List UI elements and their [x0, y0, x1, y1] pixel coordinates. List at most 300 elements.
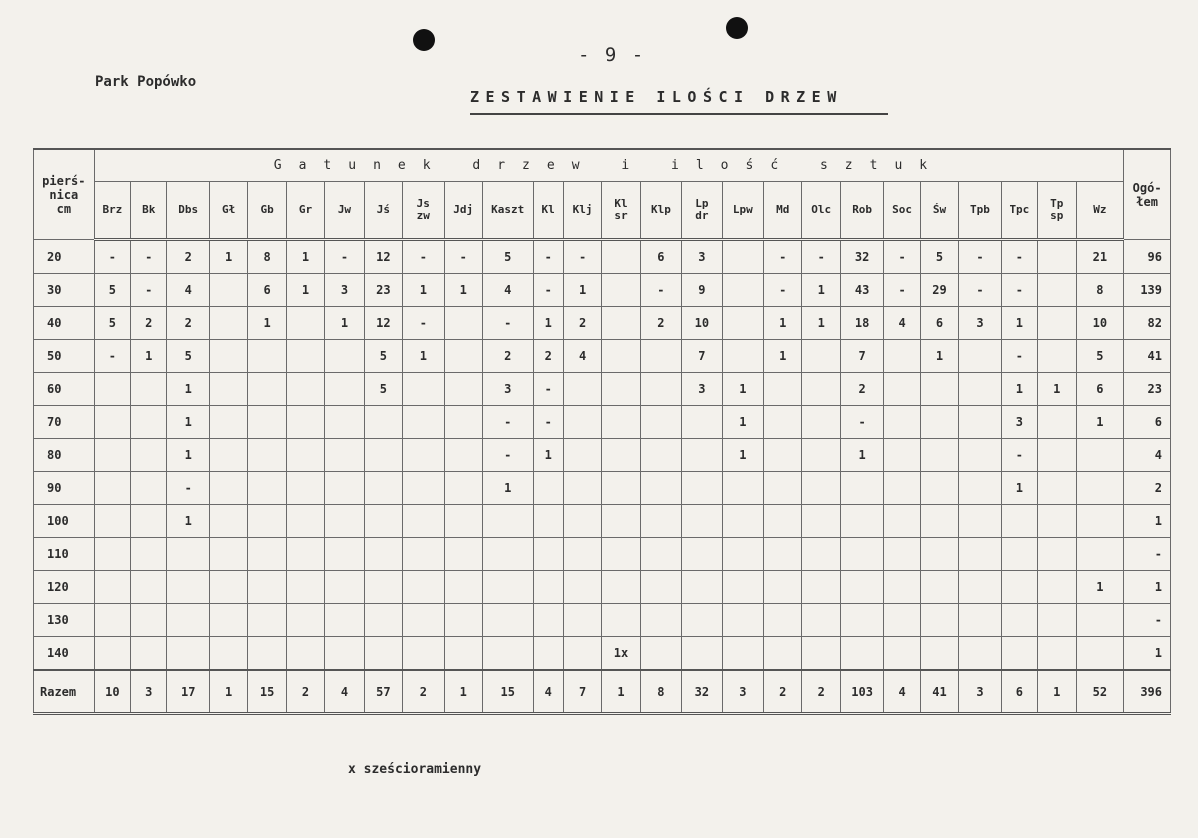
- diameter-cell: 40: [34, 307, 95, 340]
- sum-cell: 7: [563, 670, 601, 714]
- count-cell: 1: [722, 406, 763, 439]
- count-cell: [209, 571, 247, 604]
- diameter-cell: 70: [34, 406, 95, 439]
- count-cell: -: [959, 274, 1001, 307]
- count-cell: [563, 571, 601, 604]
- count-cell: [364, 571, 402, 604]
- count-cell: [563, 637, 601, 671]
- count-cell: [602, 538, 640, 571]
- count-cell: [602, 604, 640, 637]
- count-cell: [602, 571, 640, 604]
- count-cell: [920, 472, 958, 505]
- count-cell: 1: [131, 340, 167, 373]
- sum-cell: 2: [403, 670, 444, 714]
- park-name: Park Popówko: [95, 74, 197, 90]
- count-cell: [403, 472, 444, 505]
- sum-row: [34, 670, 1171, 714]
- sum-cell: 8: [640, 670, 681, 714]
- count-cell: [325, 637, 364, 671]
- count-cell: -: [482, 307, 533, 340]
- row-total-cell: 41: [1124, 340, 1171, 373]
- count-cell: 5: [920, 240, 958, 274]
- count-cell: [364, 439, 402, 472]
- count-cell: 6: [248, 274, 286, 307]
- count-cell: 43: [840, 274, 883, 307]
- row-total-cell: 82: [1124, 307, 1171, 340]
- count-cell: [722, 505, 763, 538]
- row-total-cell: 1: [1124, 505, 1171, 538]
- sum-cell: 2: [802, 670, 840, 714]
- diameter-cell: 20: [34, 240, 95, 274]
- count-cell: [602, 340, 640, 373]
- count-cell: [602, 240, 640, 274]
- sum-cell: 3: [959, 670, 1001, 714]
- count-cell: [764, 439, 802, 472]
- count-cell: [1038, 505, 1076, 538]
- sum-cell: 52: [1076, 670, 1124, 714]
- count-cell: [764, 373, 802, 406]
- table-row: [34, 538, 1171, 571]
- species-header: Kaszt: [482, 182, 533, 240]
- count-cell: [482, 538, 533, 571]
- count-cell: 1: [482, 472, 533, 505]
- count-cell: [167, 604, 209, 637]
- count-cell: [722, 571, 763, 604]
- count-cell: [640, 637, 681, 671]
- count-cell: [640, 571, 681, 604]
- count-cell: [444, 307, 482, 340]
- table-row: [34, 274, 1171, 307]
- count-cell: [563, 604, 601, 637]
- count-cell: -: [403, 307, 444, 340]
- count-cell: 2: [167, 240, 209, 274]
- punch-hole-right: [726, 17, 748, 39]
- row-total-cell: -: [1124, 604, 1171, 637]
- count-cell: [1038, 307, 1076, 340]
- species-header: Wz: [1076, 182, 1124, 240]
- count-cell: [764, 406, 802, 439]
- sum-cell: 1: [444, 670, 482, 714]
- count-cell: [403, 637, 444, 671]
- count-cell: [640, 604, 681, 637]
- sum-cell: 57: [364, 670, 402, 714]
- count-cell: [1001, 571, 1037, 604]
- count-cell: [602, 373, 640, 406]
- diameter-cell: 110: [34, 538, 95, 571]
- count-cell: 10: [1076, 307, 1124, 340]
- count-cell: 1: [1038, 373, 1076, 406]
- count-cell: [1038, 406, 1076, 439]
- count-cell: [444, 604, 482, 637]
- count-cell: 1: [802, 274, 840, 307]
- count-cell: [802, 604, 840, 637]
- count-cell: [764, 538, 802, 571]
- count-cell: [840, 604, 883, 637]
- count-cell: 2: [840, 373, 883, 406]
- count-cell: [209, 604, 247, 637]
- count-cell: [286, 505, 324, 538]
- count-cell: 1: [1001, 373, 1037, 406]
- count-cell: [131, 406, 167, 439]
- sum-cell: 3: [131, 670, 167, 714]
- count-cell: [959, 472, 1001, 505]
- count-cell: [682, 637, 722, 671]
- count-cell: [209, 637, 247, 671]
- count-cell: 5: [364, 340, 402, 373]
- species-header: Gł: [209, 182, 247, 240]
- count-cell: [325, 406, 364, 439]
- count-cell: [563, 439, 601, 472]
- sum-label: Razem: [34, 670, 95, 714]
- count-cell: 1: [286, 274, 324, 307]
- count-cell: [286, 439, 324, 472]
- count-cell: 1: [920, 340, 958, 373]
- count-cell: [884, 637, 920, 671]
- count-cell: [802, 538, 840, 571]
- species-header: Js zw: [403, 182, 444, 240]
- count-cell: [403, 373, 444, 406]
- count-cell: [1076, 604, 1124, 637]
- count-cell: 1: [722, 373, 763, 406]
- count-cell: 10: [682, 307, 722, 340]
- count-cell: [209, 439, 247, 472]
- count-cell: 3: [959, 307, 1001, 340]
- count-cell: [682, 505, 722, 538]
- count-cell: [167, 538, 209, 571]
- count-cell: -: [764, 240, 802, 274]
- count-cell: [364, 637, 402, 671]
- count-cell: -: [884, 274, 920, 307]
- count-cell: [131, 439, 167, 472]
- count-cell: 8: [1076, 274, 1124, 307]
- table-row: [34, 571, 1171, 604]
- count-cell: 4: [884, 307, 920, 340]
- count-cell: 5: [94, 307, 130, 340]
- count-cell: -: [444, 240, 482, 274]
- count-cell: [884, 571, 920, 604]
- species-group-header: Gatunek drzew i ilość sztuk: [94, 149, 1124, 182]
- count-cell: [602, 307, 640, 340]
- count-cell: 2: [533, 340, 563, 373]
- document-title: ZESTAWIENIE ILOŚCI DRZEW: [470, 88, 843, 106]
- count-cell: [920, 637, 958, 671]
- count-cell: 1: [1076, 571, 1124, 604]
- count-cell: 3: [482, 373, 533, 406]
- count-cell: 5: [482, 240, 533, 274]
- count-cell: 1: [403, 340, 444, 373]
- count-cell: [764, 472, 802, 505]
- count-cell: -: [1001, 439, 1037, 472]
- species-header: Jw: [325, 182, 364, 240]
- count-cell: [920, 571, 958, 604]
- count-cell: 2: [167, 307, 209, 340]
- count-cell: [920, 406, 958, 439]
- count-cell: [1076, 505, 1124, 538]
- count-cell: -: [94, 340, 130, 373]
- count-cell: -: [1001, 240, 1037, 274]
- count-cell: 1: [286, 240, 324, 274]
- count-cell: [640, 340, 681, 373]
- count-cell: -: [1001, 274, 1037, 307]
- count-cell: [959, 571, 1001, 604]
- count-cell: -: [640, 274, 681, 307]
- sum-cell: 15: [248, 670, 286, 714]
- count-cell: 5: [364, 373, 402, 406]
- count-cell: [959, 538, 1001, 571]
- count-cell: 1: [840, 439, 883, 472]
- tree-count-table: [33, 148, 1171, 715]
- title-underline: [470, 113, 888, 115]
- table-row: [34, 406, 1171, 439]
- count-cell: 1: [1001, 472, 1037, 505]
- species-header: Lp dr: [682, 182, 722, 240]
- count-cell: 9: [682, 274, 722, 307]
- species-header: Rob: [840, 182, 883, 240]
- count-cell: [286, 472, 324, 505]
- footnote: x sześcioramienny: [348, 762, 482, 777]
- count-cell: 1: [764, 307, 802, 340]
- count-cell: -: [325, 240, 364, 274]
- count-cell: [802, 472, 840, 505]
- count-cell: [682, 571, 722, 604]
- count-cell: [640, 439, 681, 472]
- table-row: [34, 472, 1171, 505]
- row-total-cell: 96: [1124, 240, 1171, 274]
- count-cell: [640, 505, 681, 538]
- count-cell: [533, 538, 563, 571]
- species-header: Tpc: [1001, 182, 1037, 240]
- count-cell: [640, 472, 681, 505]
- diameter-cell: 120: [34, 571, 95, 604]
- count-cell: [1038, 472, 1076, 505]
- count-cell: 2: [640, 307, 681, 340]
- count-cell: [959, 637, 1001, 671]
- count-cell: -: [959, 240, 1001, 274]
- count-cell: [764, 505, 802, 538]
- count-cell: [682, 406, 722, 439]
- count-cell: 1: [1001, 307, 1037, 340]
- count-cell: 1: [325, 307, 364, 340]
- count-cell: [248, 439, 286, 472]
- sum-cell: 1: [1038, 670, 1076, 714]
- count-cell: [682, 472, 722, 505]
- count-cell: [602, 472, 640, 505]
- species-header: Gb: [248, 182, 286, 240]
- count-cell: [802, 637, 840, 671]
- species-header: Brz: [94, 182, 130, 240]
- count-cell: -: [482, 406, 533, 439]
- count-cell: [403, 406, 444, 439]
- count-cell: [364, 604, 402, 637]
- count-cell: [1038, 571, 1076, 604]
- count-cell: -: [533, 406, 563, 439]
- table-row: [34, 439, 1171, 472]
- count-cell: [640, 538, 681, 571]
- count-cell: [209, 472, 247, 505]
- count-cell: [682, 604, 722, 637]
- table-row: [34, 373, 1171, 406]
- count-cell: [959, 604, 1001, 637]
- count-cell: 3: [682, 240, 722, 274]
- count-cell: [94, 373, 130, 406]
- count-cell: [802, 571, 840, 604]
- count-cell: 5: [94, 274, 130, 307]
- count-cell: [1038, 340, 1076, 373]
- count-cell: [884, 373, 920, 406]
- count-cell: [248, 637, 286, 671]
- punch-hole-left: [413, 29, 435, 51]
- count-cell: [209, 274, 247, 307]
- count-cell: 7: [682, 340, 722, 373]
- count-cell: [682, 538, 722, 571]
- count-cell: [920, 439, 958, 472]
- count-cell: [764, 637, 802, 671]
- count-cell: [920, 604, 958, 637]
- count-cell: [682, 439, 722, 472]
- count-cell: 1: [533, 439, 563, 472]
- count-cell: 1: [167, 373, 209, 406]
- count-cell: [840, 571, 883, 604]
- count-cell: -: [131, 274, 167, 307]
- count-cell: [286, 307, 324, 340]
- count-cell: 7: [840, 340, 883, 373]
- count-cell: [764, 604, 802, 637]
- count-cell: -: [802, 240, 840, 274]
- count-cell: [602, 406, 640, 439]
- count-cell: [533, 637, 563, 671]
- count-cell: [167, 571, 209, 604]
- count-cell: [94, 406, 130, 439]
- count-cell: 1: [563, 274, 601, 307]
- sum-cell: 1: [602, 670, 640, 714]
- count-cell: -: [533, 373, 563, 406]
- count-cell: [533, 571, 563, 604]
- count-cell: [959, 505, 1001, 538]
- diameter-cell: 100: [34, 505, 95, 538]
- species-header: Lpw: [722, 182, 763, 240]
- count-cell: [920, 373, 958, 406]
- count-cell: 2: [482, 340, 533, 373]
- species-header: Jś: [364, 182, 402, 240]
- count-cell: [444, 373, 482, 406]
- count-cell: 1: [248, 307, 286, 340]
- count-cell: [94, 604, 130, 637]
- count-cell: -: [167, 472, 209, 505]
- diameter-cell: 30: [34, 274, 95, 307]
- count-cell: -: [1001, 340, 1037, 373]
- count-cell: [248, 340, 286, 373]
- count-cell: 8: [248, 240, 286, 274]
- species-header: Klp: [640, 182, 681, 240]
- count-cell: [444, 538, 482, 571]
- count-cell: [959, 406, 1001, 439]
- count-cell: [482, 505, 533, 538]
- count-cell: [884, 406, 920, 439]
- count-cell: [802, 340, 840, 373]
- count-cell: 1: [403, 274, 444, 307]
- count-cell: [444, 406, 482, 439]
- count-cell: [563, 472, 601, 505]
- count-cell: [722, 472, 763, 505]
- count-cell: [722, 274, 763, 307]
- diameter-cell: 130: [34, 604, 95, 637]
- count-cell: [403, 505, 444, 538]
- grand-total-cell: 396: [1124, 670, 1171, 714]
- count-cell: 1: [533, 307, 563, 340]
- count-cell: [286, 571, 324, 604]
- count-cell: [722, 240, 763, 274]
- count-cell: 1: [764, 340, 802, 373]
- count-cell: 32: [840, 240, 883, 274]
- count-cell: [1076, 637, 1124, 671]
- count-cell: [444, 637, 482, 671]
- total-header: Ogó- łem: [1124, 149, 1171, 240]
- count-cell: [325, 571, 364, 604]
- count-cell: [840, 637, 883, 671]
- count-cell: [602, 439, 640, 472]
- count-cell: -: [533, 274, 563, 307]
- count-cell: 3: [325, 274, 364, 307]
- count-cell: [563, 406, 601, 439]
- count-cell: 6: [920, 307, 958, 340]
- count-cell: [482, 571, 533, 604]
- species-header: Klj: [563, 182, 601, 240]
- count-cell: [209, 406, 247, 439]
- row-total-cell: 2: [1124, 472, 1171, 505]
- count-cell: [884, 505, 920, 538]
- count-cell: -: [131, 240, 167, 274]
- count-cell: [1038, 604, 1076, 637]
- count-cell: [131, 472, 167, 505]
- table-row: [34, 637, 1171, 671]
- count-cell: [286, 637, 324, 671]
- row-total-cell: 6: [1124, 406, 1171, 439]
- count-cell: [563, 538, 601, 571]
- diameter-cell: 50: [34, 340, 95, 373]
- count-cell: [602, 505, 640, 538]
- count-cell: 1: [167, 439, 209, 472]
- count-cell: [640, 406, 681, 439]
- count-cell: [533, 604, 563, 637]
- count-cell: [209, 505, 247, 538]
- species-header: Tpb: [959, 182, 1001, 240]
- count-cell: 5: [167, 340, 209, 373]
- count-cell: 2: [131, 307, 167, 340]
- row-total-cell: 1: [1124, 571, 1171, 604]
- sum-cell: 41: [920, 670, 958, 714]
- diameter-cell: 80: [34, 439, 95, 472]
- count-cell: [1038, 538, 1076, 571]
- species-header: Tp sp: [1038, 182, 1076, 240]
- count-cell: 23: [364, 274, 402, 307]
- count-cell: [563, 505, 601, 538]
- count-cell: [884, 340, 920, 373]
- count-cell: [364, 406, 402, 439]
- row-total-cell: 23: [1124, 373, 1171, 406]
- row-total-cell: -: [1124, 538, 1171, 571]
- count-cell: [94, 439, 130, 472]
- count-cell: -: [764, 274, 802, 307]
- sum-cell: 103: [840, 670, 883, 714]
- table-row: [34, 505, 1171, 538]
- count-cell: 1: [1076, 406, 1124, 439]
- count-cell: [722, 307, 763, 340]
- count-cell: 6: [1076, 373, 1124, 406]
- count-cell: [1038, 439, 1076, 472]
- table-row: [34, 240, 1171, 274]
- species-header: Jdj: [444, 182, 482, 240]
- count-cell: [325, 439, 364, 472]
